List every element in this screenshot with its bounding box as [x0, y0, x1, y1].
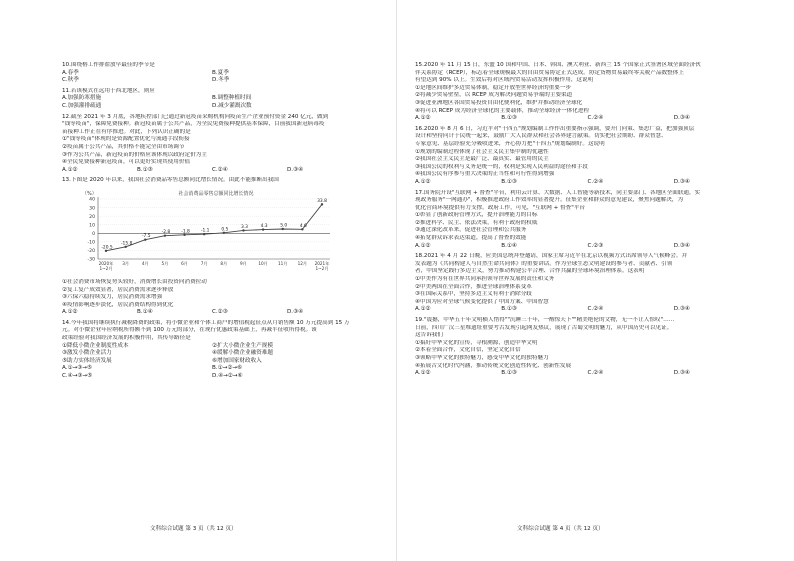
- question-line: 苗接种工作正在有序推进。对此，下列认识正确的是: [62, 128, 191, 135]
- statement-2: ②中美两国在全面合作，推进全球治理体系变革: [415, 283, 532, 290]
- question-19: [415, 317, 760, 378]
- x-tick-label: 10月: [258, 260, 268, 266]
- option-c: C.②④: [212, 166, 228, 173]
- question-stem: 11.若该模式在远用于西北地区，则应: [62, 87, 155, 94]
- exam-page-right: [397, 0, 794, 561]
- statement-4: ④疫情影响逐步淡化，居民消费结构得到优化: [62, 301, 174, 308]
- option-c: C.秋季: [62, 77, 79, 84]
- option-b: B.夏季: [212, 69, 229, 76]
- question-16: [415, 126, 760, 187]
- data-label: 4.3: [260, 224, 268, 230]
- statement-4: ④拓展古文化时代内涵，推动传统文化创造性转化、创新性发展: [415, 362, 572, 369]
- data-label: -2.8: [161, 230, 171, 236]
- question-line: 优化营商环境提供有力支撑。政府工作，可见，"互联网 + 督查"平台: [415, 204, 586, 211]
- option-row: [62, 365, 362, 373]
- series-line: [106, 204, 322, 251]
- option-row: [62, 373, 362, 381]
- statement-1: ①"钱等疫苗"体现的是资源配置优化与流通手段衔接: [62, 136, 190, 143]
- option-d: D.③④: [673, 178, 690, 185]
- option-b: B.调整种植时间: [212, 95, 252, 102]
- option-row: [62, 167, 362, 175]
- statement-4: ④全民免费接种新冠疫苗，可以更好实现其使用价值: [62, 159, 191, 166]
- option-d: D.③④: [673, 306, 690, 313]
- question-line: 伴关系协定（RCEP），标志着全球规模最大的自由贸易协定正式达成。协定货物贸易最终零关税产品数整体上: [415, 69, 684, 76]
- option-c: C.②④: [587, 115, 604, 122]
- x-tick-label: 5月: [161, 260, 169, 266]
- question-10: [62, 62, 362, 85]
- statement-1: ①是地区间维护多边贸易体制，稳定开放型世界经济的重要一步: [415, 84, 572, 91]
- question-line: 15.2020 年 11 月 15 日，东盟 10 国和中国、日本、韩国、澳大利亚、新西兰 15 个国家正式签署区域全面经济伙: [415, 62, 701, 68]
- option-b: B.①③: [501, 178, 517, 185]
- option-c: C.②④: [587, 370, 604, 377]
- question-line: 18.2021 年 4 月 22 日晚，应美国总统拜登邀请，国家主席习近平在北京以视频方式出席领导人气候峰会。并: [415, 253, 688, 260]
- option-b: B.①④: [501, 242, 517, 249]
- option-row: [62, 309, 362, 317]
- statement-1: ①降低小微企业制度性成本: [62, 342, 129, 349]
- statement-3: ③六保六稳持续发力，居民消费需求增强: [62, 294, 163, 301]
- question-line: 这告诉我们: [415, 332, 443, 339]
- question-line: 现政务服务"一网通办"，积极推进政府工作效率的显著提升。征集企业和群众的意见建议，聚焦问题解决，为: [415, 197, 684, 204]
- retail-sales-chart: [68, 187, 338, 277]
- option-d: D.③④: [287, 166, 304, 173]
- y-tick-label: 30: [89, 206, 95, 212]
- y-axis-unit: （%）: [82, 190, 97, 197]
- x-tick-label: 11月: [277, 260, 288, 266]
- chart-title: 社会消费品零售总额同比增长情况: [178, 190, 254, 197]
- option-row: [62, 77, 362, 85]
- x-tick-label: 7月: [200, 260, 208, 266]
- option-a: A.①②: [415, 115, 431, 122]
- option-b: B.①④: [137, 309, 153, 316]
- option-a: A.①②: [415, 178, 431, 185]
- statement-5: ⑤助力实体经济发展: [62, 357, 112, 364]
- statement-6: ⑥增加国家财政收入: [212, 357, 262, 364]
- option-row: [415, 370, 760, 378]
- statement-2: ②疫苗属于公共产品，其价格不能完全由市场调节: [62, 143, 185, 150]
- option-c: C.②③: [587, 242, 604, 249]
- statement-1: ①彰显了创新政府管理方式，提升治理能力的目标: [415, 212, 538, 219]
- statement-2: ②我国社会主义民主是最广泛、最真实、最管用的民主: [415, 156, 549, 163]
- statement-3: ③激发小微企业活力: [62, 350, 112, 357]
- question-18: [415, 253, 760, 314]
- y-tick-label: -30: [87, 257, 95, 263]
- question-line: 16.2020 年 8 月 6 日，习近平对"十四五"规划编制工作作出重要指示强调，要开门问策、集思广益，把加强顶层: [415, 125, 695, 132]
- question-15: [415, 62, 760, 123]
- data-label: 33.8: [317, 198, 327, 204]
- statement-3: ③在国际关系中，坚持多边主义有利于消除分歧: [415, 291, 532, 298]
- statement-row: [62, 350, 362, 358]
- statement-1: ①搞好中华文化的宣传，寻根溯源，创造中华文明: [415, 339, 538, 346]
- option-row: [62, 95, 362, 103]
- question-line: 有望达到 90% 以上。生效后将对区域内贸易活动发挥积极作用，这说明: [415, 77, 594, 84]
- y-tick-label: 10: [89, 223, 95, 229]
- question-14: [62, 320, 362, 381]
- statement-4: ④缓解小微企业融资难题: [212, 350, 273, 357]
- option-d: D.③④: [673, 242, 690, 249]
- question-line: 设计和坚持问计于民统一起来，鼓励广大人民群众和社会各界建言献策。切实把社会期盼、群众智慧、: [415, 133, 667, 140]
- statement-3: ③领略中华文化的独特魅力，感受中华文化的独特魅力: [415, 354, 549, 361]
- question-stem: 10.围绕榕工作排盐放早最佳的季节是: [62, 62, 155, 68]
- question-line: 者，中国坚定践行多边主义，努力推动构建公平合理、合作共赢的全球环境治理体系。这表明: [415, 268, 645, 275]
- question-line: 12.截至 2021 年 3 月底，各地疾控部门已通过新冠疫苗采购机构向疫苗生产企业预付资金 240 亿元，做到: [62, 113, 329, 120]
- x-tick-label: 12月: [297, 260, 308, 266]
- question-11: [62, 88, 362, 111]
- option-d: D.④→②→⑥: [212, 373, 243, 380]
- question-line: 发表题为《共同构建人与自然生命共同体》的重要讲话。作为全球生态文明建设的参与者、贡献者、引领: [415, 260, 673, 267]
- data-label: 0.5: [221, 227, 229, 233]
- option-b: B.①③: [501, 306, 517, 313]
- data-label: 3.3: [240, 224, 248, 230]
- statement-4: ④将可以 RCEP 成为经济全球化的主要载体，推动全球经济一体化进程: [415, 107, 590, 114]
- x-tick-label: 6月: [181, 260, 188, 266]
- chart-svg: [68, 187, 338, 277]
- y-tick-label: 40: [89, 197, 95, 203]
- statement-2: ②将减少贸易壁垒，以 RCEP 成为解决问题贸易争端的主要渠道: [415, 92, 573, 99]
- option-d: D.减少灌溉次数: [212, 102, 252, 109]
- question-12: [62, 114, 362, 175]
- option-c: C.加强灌排疏通: [62, 102, 102, 109]
- data-label: 4.6: [299, 223, 307, 229]
- y-tick-label: -20: [87, 249, 95, 255]
- statement-2: ②复工复产成效显著，居民消费需求逐步释放: [62, 286, 174, 293]
- option-row: [415, 115, 760, 123]
- x-tick-label: 8月: [220, 260, 228, 266]
- option-a: A.①②: [62, 166, 78, 173]
- question-line: 14.今年我国将继续执行减税降费的政策，将小微企业和个体工商户的增值税起征点从月销售额 10 万元提高到 15 万: [62, 319, 350, 326]
- statement-1: ①社会消费市场恢复势头较好，消费增长由投资向消费拉动: [62, 278, 207, 285]
- statement-2: ②推进科学、民主、依法决策，有利于政府的权威: [415, 219, 538, 226]
- question-line: 政策经验对我国经济发展的积极作用，其传导路径是: [62, 335, 191, 342]
- option-b: B.①③: [501, 370, 517, 377]
- y-tick-label: 20: [89, 214, 95, 220]
- x-tick-label: 4月: [141, 260, 149, 266]
- x-tick-label: 3月: [122, 260, 130, 266]
- statement-4: ④中国为应对全球气候变化提供了中国方案、中国智慧: [415, 298, 549, 305]
- question-line: 专家意见、基层经验充分吸收进来，齐心协力把"十四五"规划编制好。这说明: [415, 140, 605, 147]
- data-label: -20.5: [101, 245, 113, 251]
- option-b: B.①③: [501, 115, 517, 122]
- data-label: -1.1: [200, 228, 210, 234]
- option-c: C.②④: [587, 178, 604, 185]
- option-b: B.①③: [137, 166, 153, 173]
- question-line: 日前，四川广汉三星堆遗址重要考古发现引起网友热议，展现了古蜀文明的魅力，从中国历史可以见证。: [415, 324, 673, 331]
- option-row: [415, 306, 760, 314]
- option-c: C.②④: [587, 306, 604, 313]
- page-footer: 文科综合试题 第 3 页（共 12 页）: [150, 526, 237, 532]
- option-a: A.春季: [62, 69, 79, 76]
- option-a: A.①②: [415, 242, 431, 249]
- option-c: C.④→③→⑤: [62, 373, 93, 380]
- statement-4: ④拓宽群众诉求表达渠道，提高了督查的效能: [415, 235, 527, 242]
- option-d: D.冬季: [212, 77, 230, 84]
- question-line: 13.下图是 2020 年以来，我国社会消费品零售总额同比增长情况。由此不能推断出我国: [62, 177, 279, 184]
- option-d: D.③④: [673, 115, 690, 122]
- statement-3: ③作为公共产品，新冠疫苗的价格应该体现以政府定价为主: [62, 151, 207, 158]
- option-row: [62, 103, 362, 111]
- question-line: 17.国务院开设"互联网 + 督查"平台，利用云计算、大数据、人工智能等新技术，同主要部门、各地区全面联通，实: [415, 189, 701, 196]
- option-a: A.①②: [415, 370, 431, 377]
- option-d: D.③④: [287, 309, 304, 316]
- statement-3: ③我国公民的权利与义务是统一的，权利是实现人民利益的途径和手段: [415, 163, 588, 170]
- question-line: 19."震撼，中华五千年文明横人惜得""沉睡三千年，一醒惊天下""精美绝伦的文物，无一不让人惊叹"……: [415, 317, 675, 323]
- left-column: [62, 62, 362, 381]
- option-row: [415, 179, 760, 187]
- option-d: D.③④: [673, 370, 690, 377]
- x-tick-label: 2020年 1~2月: [98, 260, 114, 271]
- statement-1: ①中美作为有在世界共同承担领导世界发展的责任和义务: [415, 276, 555, 283]
- x-tick-label: 2021年 1~2月: [314, 260, 330, 271]
- data-label: -15.8: [120, 241, 133, 247]
- option-a: A.①②: [62, 309, 78, 316]
- data-label: -1.8: [181, 229, 190, 235]
- right-column: [415, 62, 760, 378]
- option-b: B.①→②→⑥: [212, 365, 243, 372]
- question-13: [62, 177, 362, 317]
- statement-3: ③促进亚洲地区各国贸易投资自由化便利化，维护并推动经济全球化: [415, 99, 583, 106]
- option-a: A.①→③→⑤: [62, 365, 92, 372]
- statement-3: ③通过深化改革来，促进社会管理和公共服务: [415, 227, 527, 234]
- y-tick-label: 0: [92, 231, 95, 237]
- statement-2: ②本着全面合作，文化自信，坚定文化自信: [415, 347, 521, 354]
- y-tick-label: -10: [87, 240, 95, 246]
- statement-4: ④我国公民有序参与重大决策的正当性和可行性得到增强: [415, 171, 555, 178]
- data-label: 5.0: [280, 223, 288, 229]
- option-c: C.②③: [212, 309, 228, 316]
- data-label: -7.5: [141, 234, 151, 240]
- question-line: "钱等疫苗"，保障免费接种。新冠疫苗属于公共产品，为全民免费接种提供基本保障，目前我国新冠病毒疫: [62, 121, 325, 128]
- x-tick-label: 9月: [240, 260, 247, 266]
- option-row: [415, 243, 760, 251]
- option-a: A.加强防寒措施: [62, 95, 102, 102]
- option-a: A.①②: [415, 306, 431, 313]
- page-footer: 文科综合试题 第 4 页（共 12 页）: [517, 526, 604, 532]
- question-17: [415, 190, 760, 251]
- statement-1: ①规划的编制过程体现了社会主义民主集中制的优越性: [415, 148, 549, 155]
- statement-2: ②扩大小微企业生产规模: [212, 342, 273, 349]
- question-line: 元。对小微企业年应纳税所得额不到 100 万元的部分，在现行优惠政策基础上，再减半征收所得税。该: [62, 327, 317, 334]
